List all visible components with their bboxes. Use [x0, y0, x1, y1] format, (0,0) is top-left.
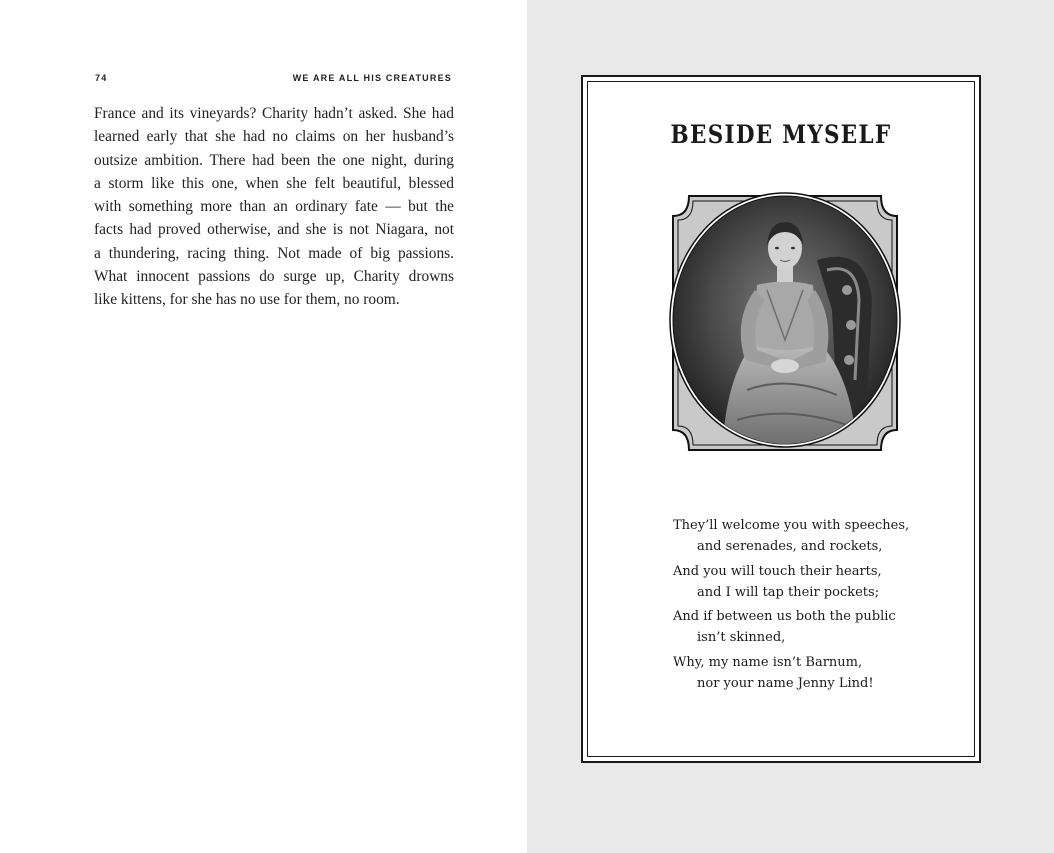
poem-line: nor your name Jenny Lind!: [697, 676, 874, 692]
poem-line: And if between us both the public: [673, 609, 896, 625]
running-head-title: WE ARE ALL HIS CREATURES: [292, 73, 452, 83]
body-line: facts had proved otherwise, and she is not Niagara, not: [94, 221, 454, 239]
body-line: a thundering, racing thing. Not made of big passions.: [94, 244, 454, 262]
poem-line: Why, my name isn’t Barnum,: [673, 654, 863, 670]
poem-line: and I will tap their pockets;: [697, 584, 880, 600]
poem-line: and serenades, and rockets,: [697, 539, 883, 555]
body-line: learned early that she had no claims on her husband’s: [94, 128, 454, 146]
body-line: a storm like this one, when she felt beautiful, blessed: [94, 174, 454, 192]
body-line: like kittens, for she has no use for them, no room.: [94, 291, 400, 309]
body-line: outsize ambition. There had been the one night, during: [94, 151, 454, 169]
chapter-frame: [581, 75, 981, 763]
chapter-title: BESIDE MYSELF: [670, 120, 892, 149]
poem-line: And you will touch their hearts,: [673, 563, 882, 579]
poem-line: isn’t skinned,: [697, 630, 786, 646]
body-text: [94, 102, 454, 312]
poem: [673, 515, 933, 694]
chapter-frame-inner-border: [587, 81, 975, 757]
body-line: France and its vineyards? Charity hadn’t asked. She had: [94, 105, 454, 122]
poem-line: They’ll welcome you with speeches,: [673, 518, 910, 533]
body-line: What innocent passions do surge up, Charity drowns: [94, 268, 454, 286]
page-number: 74: [95, 73, 108, 83]
body-line: with something more than an ordinary fate — but the: [94, 198, 454, 216]
portrait-image: [667, 190, 903, 456]
